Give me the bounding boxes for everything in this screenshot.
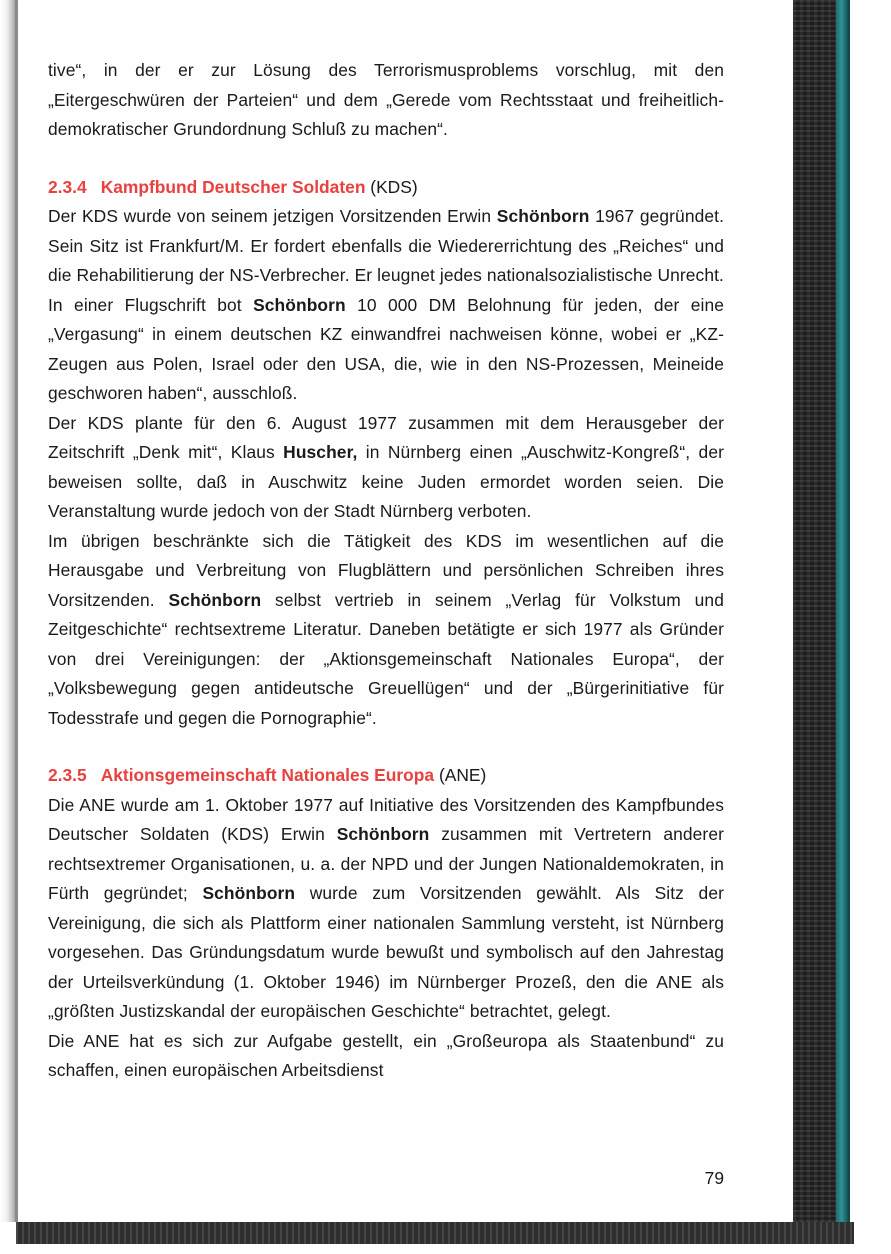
- section-abbreviation: (KDS): [370, 176, 418, 197]
- section-heading-2-3-4: [48, 173, 724, 203]
- section-abbreviation: (ANE): [438, 765, 487, 785]
- section-heading-2-3-5: [48, 761, 724, 791]
- paragraph: Die ANE hat es sich zur Aufgabe gestellt, ein „Großeuropa als Staatenbund“ zu schaffen, einen europäischen Arbeitsdienst: [48, 1030, 724, 1080]
- page-top-margin: [16, 0, 854, 10]
- left-scan-edge-line: [15, 0, 18, 1254]
- section-title: Kampfbund Deutscher Soldaten: [100, 176, 366, 197]
- section-number: 2.3.4: [48, 176, 87, 197]
- section-title: Aktionsgemeinschaft Nationales Europa: [100, 765, 435, 785]
- right-scan-color-fringe: [836, 0, 850, 1222]
- page-number: 79: [704, 1168, 724, 1188]
- section-number: 2.3.5: [48, 765, 87, 785]
- bottom-scan-shadow: [16, 1222, 854, 1244]
- paragraph-intro: tive“, in der er zur Lösung des Terrorismusproblems vorschlug, mit den „Eitergeschwüren der Parteien“ und dem „Gerede vom Rechtsstaat und freiheitlich-demokratischer Grundordnung Schluß zu machen“.: [48, 60, 724, 139]
- page-content: [48, 56, 724, 1188]
- right-page-margin: [850, 0, 891, 1254]
- paragraph: Die ANE wurde am 1. Oktober 1977 auf Initiative des Vorsitzenden des Kampfbundes Deutscher Soldaten (KDS) Erwin Schönborn zusammen mit Vertretern anderer rechtsextremer Organisationen, u. a. der NPD und der Jungen Nationaldemokraten, in Fürth gegründet; Schönborn wurde zum Vorsitzenden gewählt. Als Sitz der Vereinigung, die sich als Plattform einer nationalen Sammlung versteht, ist Nürnberg vorgesehen. Das Gründungsdatum wurde bewußt und symbolisch auf den Jahrestag der Urteilsverkündung (1. Oktober 1946) im Nürnberger Prozeß, den die ANE als „größten Justizskandal der europäischen Geschichte“ betrachtet, gelegt.: [48, 794, 724, 1021]
- paragraph: Im übrigen beschränkte sich die Tätigkeit des KDS im wesentlichen auf die Herausgabe und Verbreitung von Flugblättern und persönlichen Schreiben ihres Vorsitzenden. Schönborn selbst vertrieb in seinem „Verlag für Volkstum und Zeitgeschichte“ rechtsextreme Literatur. Daneben betätigte er sich 1977 als Gründer von drei Vereinigungen: der „Aktionsgemeinschaft Nationales Europa“, der „Volksbewegung gegen antideutsche Greuellügen“ und der „Bürgerinitiative für Todesstrafe und gegen die Pornographie“.: [48, 530, 724, 728]
- paragraph: Der KDS plante für den 6. August 1977 zusammen mit dem Herausgeber der Zeitschrift „Denk mit“, Klaus Huscher, in Nürnberg einen „Auschwitz-Kongreß“, der beweisen sollte, daß in Auschwitz keine Juden ermordet worden seien. Die Veranstaltung wurde jedoch von der Stadt Nürnberg verboten.: [48, 412, 724, 521]
- left-scan-edge: [0, 0, 16, 1254]
- paragraph: Der KDS wurde von seinem jetzigen Vorsitzenden Erwin Schönborn 1967 gegründet. Sein Sitz ist Frankfurt/M. Er fordert ebenfalls die Wiedererrichtung des „Reiches“ und die Rehabilitierung der NS-Verbrecher. Er leugnet jedes nationalsozialistische Unrecht. In einer Flugschrift bot Schönborn 10 000 DM Belohnung für jeden, der eine „Vergasung“ in einem deutschen KZ einwandfrei nachweisen könne, wobei er „KZ-Zeugen aus Polen, Israel oder den USA, die, wie in den NS-Prozessen, Meineide geschworen haben“, ausschloß.: [48, 206, 724, 403]
